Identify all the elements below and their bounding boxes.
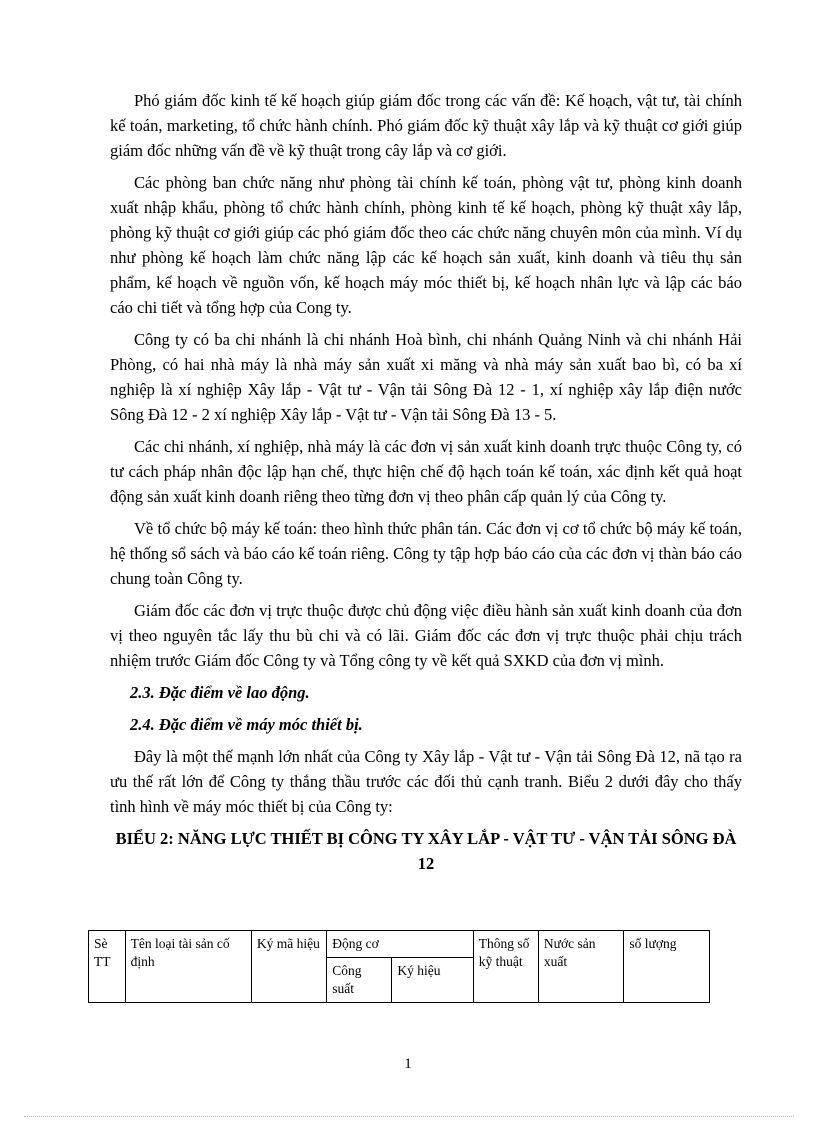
paragraph-deputy-directors: Phó giám đốc kinh tế kế hoạch giúp giám đốc trong các vấn đề: Kế hoạch, vật tư, tài chính kế toán, marketing, tổ chức hành chính. Phó giám đốc kỹ thuật xây lắp và kỹ thuật cơ giới giúp giám đốc những vấn đề về kỹ thuật trong cây lắp và cơ giới. [110, 91, 742, 160]
header-specs: Thông số kỹ thuật [473, 931, 538, 1003]
header-asset-name: Tên loại tài sản cố định [125, 931, 251, 1003]
page-bottom-rule [24, 1116, 794, 1117]
paragraph-units: Các chi nhánh, xí nghiệp, nhà máy là các đơn vị sản xuất kinh doanh trực thuộc Công ty, có tư cách pháp nhân độc lập hạn chế, thực hiện chế độ hạch toán kế toán, xác định kết quả hoạt động sản xuất kinh doanh riêng theo từng đơn vị theo phân cấp quản lý của Công ty. [110, 437, 742, 506]
paragraph-functional-departments: Các phòng ban chức năng như phòng tài chính kế toán, phòng vật tư, phòng kinh doanh xuất nhập khẩu, phòng tổ chức hành chính, phòng kinh tế kế hoạch, phòng kỹ thuật xây lắp, phòng kỹ thuật cơ giới giúp các phó giám đốc theo các chức năng chuyên môn của mình. Ví dụ như phòng kế hoạch làm chức năng lập các kế hoạch sản xuất, kinh doanh và tiêu thụ sản phẩm, kế hoạch về nguồn vốn, kế hoạch máy móc thiết bị, kế hoạch nhân lực và lập các báo cáo chi tiết và tổng hợp của Cong ty. [110, 173, 742, 317]
document-body [110, 88, 742, 876]
paragraph-unit-directors: Giám đốc các đơn vị trực thuộc được chủ động việc điều hành sản xuất kinh doanh của đơn vị theo nguyên tắc lấy thu bù chi và có lãi. Giám đốc các đơn vị trực thuộc phải chịu trách nhiệm trước Giám đốc Công ty và Tổng công ty về kết quả SXKD của đơn vị mình. [110, 601, 742, 670]
header-country: Nước sản xuất [538, 931, 624, 1003]
heading-equipment: 2.4. Đặc điểm về máy móc thiết bị. [130, 715, 363, 734]
paragraph-accounting: Về tổ chức bộ máy kế toán: theo hình thức phân tán. Các đơn vị cơ tổ chức bộ máy kế toán, hệ thống sổ sách và báo cáo kế toán riêng. Công ty tập hợp báo cáo của các đơn vị thàn báo cáo chung toàn Công ty. [110, 519, 742, 588]
header-quantity: số lượng [624, 931, 710, 1003]
table-title: BIỂU 2: NĂNG LỰC THIẾT BỊ CÔNG TY XÂY LẮP - VẬT TƯ - VẬN TẢI SÔNG ĐÀ 12 [115, 829, 737, 873]
page-number: 1 [404, 1056, 412, 1072]
header-stt: Sè TT [89, 931, 126, 1003]
header-engine-symbol: Ký hiệu [392, 958, 473, 1003]
header-engine: Động cơ [327, 931, 474, 958]
heading-labor: 2.3. Đặc điểm về lao động. [130, 683, 310, 702]
header-engine-power: Công suất [327, 958, 392, 1003]
table-header-row [89, 931, 710, 958]
paragraph-equipment-strength: Đây là một thế mạnh lớn nhất của Công ty Xây lắp - Vật tư - Vận tải Sông Đà 12, nã tạo ra ưu thế rất lớn để Công ty thắng thầu trước các đối thủ cạnh tranh. Biểu 2 dưới đây cho thấy tình hình về máy móc thiết bị của Công ty: [110, 747, 742, 816]
header-model-code: Ký mã hiệu [251, 931, 326, 1003]
equipment-table [88, 930, 710, 1003]
paragraph-branches: Công ty có ba chi nhánh là chi nhánh Hoà bình, chi nhánh Quảng Ninh và chi nhánh Hải Phòng, có hai nhà máy là nhà máy sản xuất xi măng và nhà máy sản xuất bao bì, có ba xí nghiệp là xí nghiệp Xây lắp - Vật tư - Vận tải Sông Đà 12 - 1, xí nghiệp xây lắp điện nước Sông Đà 12 - 2 xí nghiệp Xây lắp - Vật tư - Vận tải Sông Đà 13 - 5. [110, 330, 742, 424]
